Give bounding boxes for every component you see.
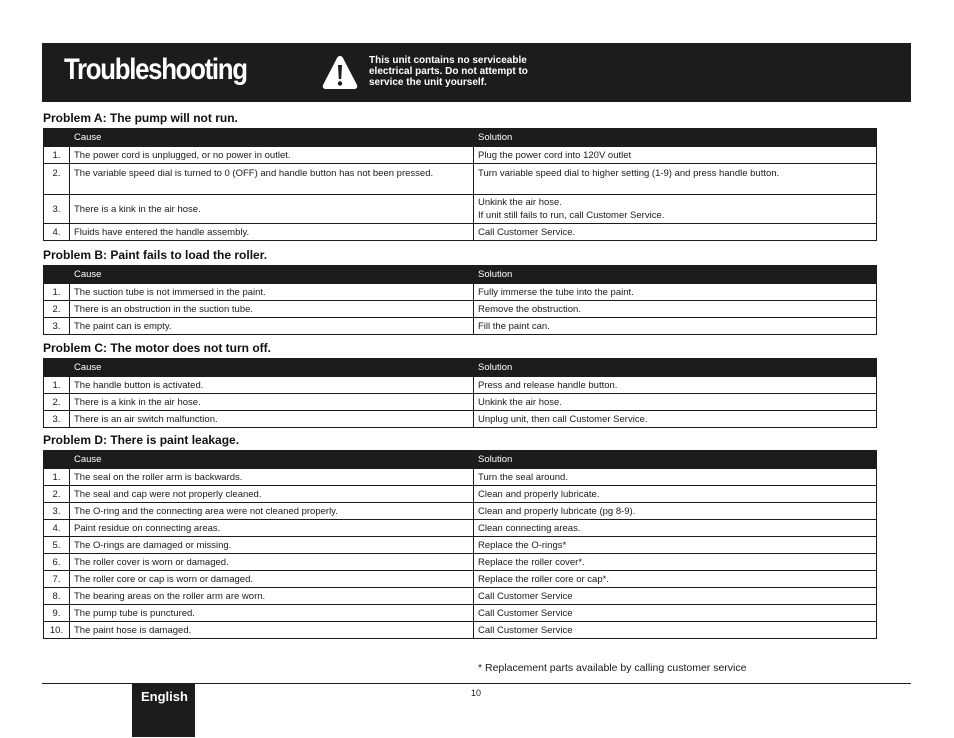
row-number: 2. xyxy=(44,486,70,503)
solution-cell: Replace the roller core or cap*. xyxy=(474,571,877,588)
table-row xyxy=(44,469,877,486)
problem-a-table xyxy=(43,128,877,241)
footnote: * Replacement parts available by calling customer service xyxy=(478,662,747,674)
table-header-row xyxy=(44,129,877,147)
row-number: 10. xyxy=(44,622,70,639)
table-row xyxy=(44,605,877,622)
table-row xyxy=(44,377,877,394)
cause-cell: The suction tube is not immersed in the paint. xyxy=(70,284,474,301)
problem-d-table xyxy=(43,450,877,639)
warning-triangle-icon xyxy=(321,54,359,91)
cause-cell: The paint hose is damaged. xyxy=(70,622,474,639)
cause-cell: The bearing areas on the roller arm are worn. xyxy=(70,588,474,605)
solution-header: Solution xyxy=(474,359,877,377)
table-row xyxy=(44,301,877,318)
table-header-row xyxy=(44,266,877,284)
table-row xyxy=(44,537,877,554)
table-header-row xyxy=(44,359,877,377)
table-row xyxy=(44,164,877,195)
table-row xyxy=(44,571,877,588)
cause-cell: The O-rings are damaged or missing. xyxy=(70,537,474,554)
row-number: 7. xyxy=(44,571,70,588)
num-header xyxy=(44,129,70,147)
table-row xyxy=(44,503,877,520)
problem-b-section xyxy=(43,247,876,335)
language-label: English xyxy=(141,689,188,704)
table-row xyxy=(44,394,877,411)
row-number: 2. xyxy=(44,394,70,411)
solution-header: Solution xyxy=(474,129,877,147)
table-row xyxy=(44,195,877,224)
solution-cell: Fill the paint can. xyxy=(474,318,877,335)
page-header xyxy=(42,43,911,102)
table-header-row xyxy=(44,451,877,469)
cause-cell: There is an air switch malfunction. xyxy=(70,411,474,428)
problem-d-section xyxy=(43,432,876,639)
cause-cell: The seal on the roller arm is backwards. xyxy=(70,469,474,486)
row-number: 2. xyxy=(44,164,70,195)
table-row xyxy=(44,486,877,503)
solution-cell: Clean and properly lubricate. xyxy=(474,486,877,503)
row-number: 1. xyxy=(44,284,70,301)
cause-header: Cause xyxy=(70,266,474,284)
solution-header: Solution xyxy=(474,266,877,284)
row-number: 3. xyxy=(44,318,70,335)
cause-cell: Paint residue on connecting areas. xyxy=(70,520,474,537)
cause-cell: The power cord is unplugged, or no power in outlet. xyxy=(70,147,474,164)
row-number: 1. xyxy=(44,147,70,164)
table-row xyxy=(44,147,877,164)
solution-cell: Call Customer Service. xyxy=(474,224,877,241)
table-row xyxy=(44,520,877,537)
cause-cell: There is an obstruction in the suction tube. xyxy=(70,301,474,318)
row-number: 1. xyxy=(44,469,70,486)
solution-cell: Unkink the air hose. xyxy=(474,394,877,411)
cause-cell: The paint can is empty. xyxy=(70,318,474,335)
solution-cell: Turn variable speed dial to higher setting (1-9) and press handle button. xyxy=(474,164,877,195)
solution-line: Unkink the air hose. xyxy=(478,197,562,208)
solution-cell: Replace the O-rings* xyxy=(474,537,877,554)
cause-cell: The handle button is activated. xyxy=(70,377,474,394)
row-number: 4. xyxy=(44,224,70,241)
cause-header: Cause xyxy=(70,451,474,469)
cause-cell: The pump tube is punctured. xyxy=(70,605,474,622)
solution-cell: Plug the power cord into 120V outlet xyxy=(474,147,877,164)
cause-header: Cause xyxy=(70,129,474,147)
problem-heading: Problem A: The pump will not run. xyxy=(43,111,238,125)
cause-cell: The roller core or cap is worn or damaged. xyxy=(70,571,474,588)
solution-cell: Remove the obstruction. xyxy=(474,301,877,318)
cause-cell: Fluids have entered the handle assembly. xyxy=(70,224,474,241)
row-number: 3. xyxy=(44,503,70,520)
row-number: 8. xyxy=(44,588,70,605)
table-row xyxy=(44,554,877,571)
solution-cell: Fully immerse the tube into the paint. xyxy=(474,284,877,301)
table-row xyxy=(44,622,877,639)
cause-cell: The O-ring and the connecting area were not cleaned properly. xyxy=(70,503,474,520)
num-header xyxy=(44,266,70,284)
cause-cell: The variable speed dial is turned to 0 (OFF) and handle button has not been pressed. xyxy=(70,164,474,195)
row-number: 5. xyxy=(44,537,70,554)
solution-cell: Turn the seal around. xyxy=(474,469,877,486)
row-number: 2. xyxy=(44,301,70,318)
problem-b-table xyxy=(43,265,877,335)
solution-cell: Clean connecting areas. xyxy=(474,520,877,537)
problem-heading: Problem B: Paint fails to load the roller. xyxy=(43,248,268,262)
solution-cell: Press and release handle button. xyxy=(474,377,877,394)
cause-cell: The seal and cap were not properly cleaned. xyxy=(70,486,474,503)
language-tab xyxy=(132,684,195,737)
num-header xyxy=(44,359,70,377)
num-header xyxy=(44,451,70,469)
row-number: 9. xyxy=(44,605,70,622)
solution-cell xyxy=(474,195,877,224)
cause-cell: There is a kink in the air hose. xyxy=(70,195,474,224)
page-title: Troubleshooting xyxy=(64,53,247,86)
problem-a-section xyxy=(43,110,876,241)
cause-header: Cause xyxy=(70,359,474,377)
row-number: 3. xyxy=(44,195,70,224)
solution-line: If unit still fails to run, call Customer Service. xyxy=(478,210,665,221)
solution-cell: Clean and properly lubricate (pg 8-9). xyxy=(474,503,877,520)
row-number: 4. xyxy=(44,520,70,537)
solution-cell: Call Customer Service xyxy=(474,588,877,605)
row-number: 3. xyxy=(44,411,70,428)
table-row xyxy=(44,318,877,335)
row-number: 1. xyxy=(44,377,70,394)
solution-cell: Replace the roller cover*. xyxy=(474,554,877,571)
problem-c-section xyxy=(43,340,876,428)
cause-cell: The roller cover is worn or damaged. xyxy=(70,554,474,571)
table-row xyxy=(44,224,877,241)
table-row xyxy=(44,588,877,605)
page-number: 10 xyxy=(471,688,482,698)
solution-cell: Call Customer Service xyxy=(474,622,877,639)
table-row xyxy=(44,411,877,428)
solution-cell: Call Customer Service xyxy=(474,605,877,622)
row-number: 6. xyxy=(44,554,70,571)
problem-c-table xyxy=(43,358,877,428)
table-row xyxy=(44,284,877,301)
problem-heading: Problem D: There is paint leakage. xyxy=(43,433,240,447)
warning-text: This unit contains no serviceable electrical parts. Do not attempt to service the unit yourself. xyxy=(369,55,528,88)
cause-cell: There is a kink in the air hose. xyxy=(70,394,474,411)
solution-cell: Unplug unit, then call Customer Service. xyxy=(474,411,877,428)
problem-heading: Problem C: The motor does not turn off. xyxy=(43,341,271,355)
solution-header: Solution xyxy=(474,451,877,469)
